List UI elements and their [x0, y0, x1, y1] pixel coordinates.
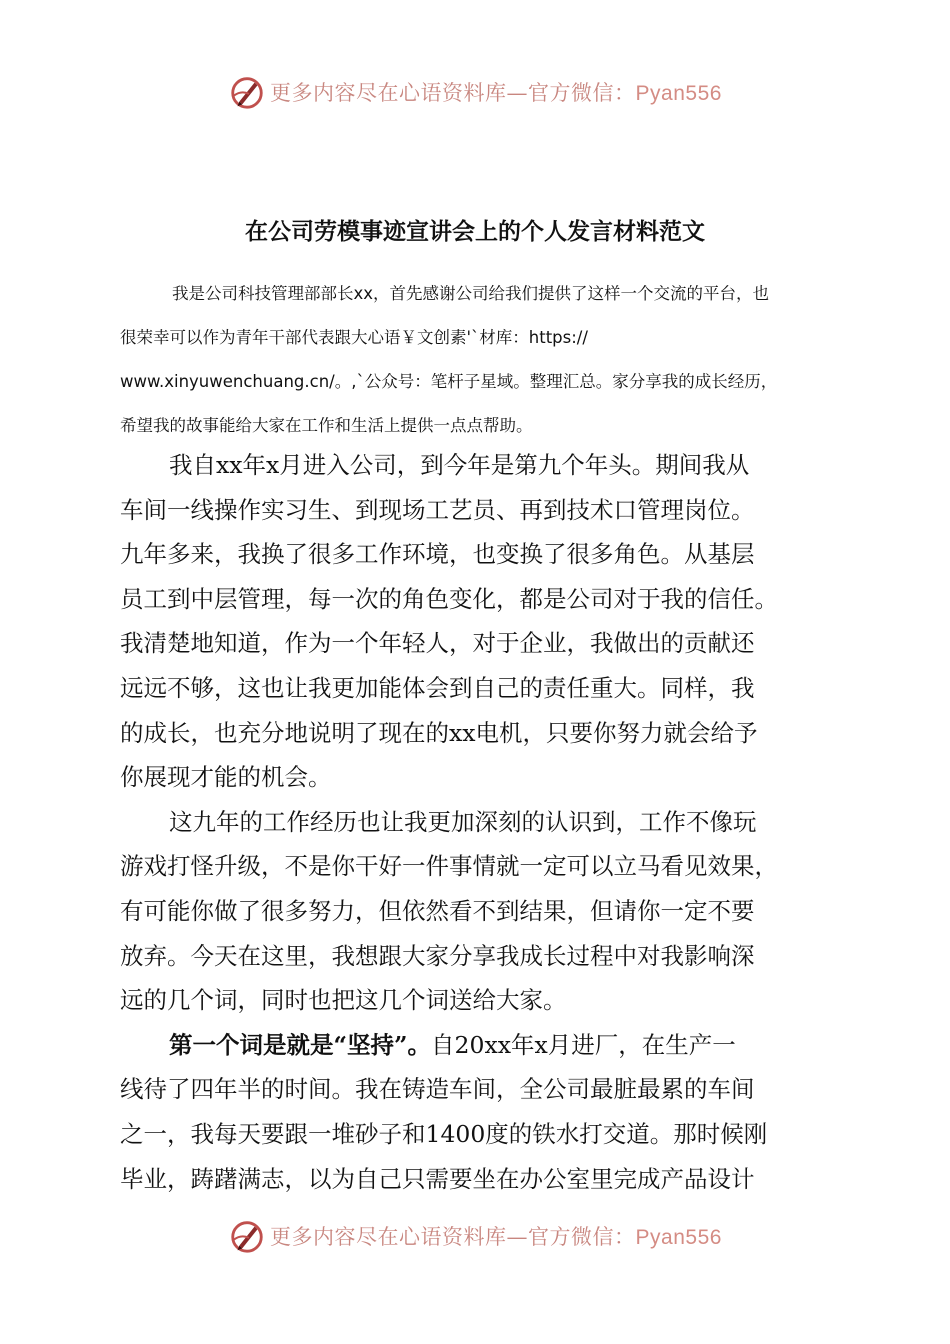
pen-logo-icon — [228, 73, 266, 111]
paragraph-line: 的成长，也充分地说明了现在的xx电机，只要你努力就会给予 — [120, 718, 758, 747]
watermark-text: 更多内容尽在心语资料库—官方微信：Pyan556 — [270, 1225, 722, 1249]
paragraph-line: 九年多来，我换了很多工作环境，也变换了很多角色。从基层 — [120, 540, 755, 569]
intro-line: 我是公司科技管理部部长xx，首先感谢公司给我们提供了这样一个交流的平台，也 — [172, 284, 770, 303]
document-title: 在公司劳模事迹宣讲会上的个人发言材料范文 — [245, 218, 705, 245]
document-body — [120, 443, 820, 1201]
paragraph-line: 远远不够，这也让我更加能体会到自己的责任重大。同样，我 — [120, 673, 755, 702]
paragraph-line: 有可能你做了很多努力，但依然看不到结果，但请你一定不要 — [120, 896, 755, 925]
paragraph-line: 放弃。今天在这里，我想跟大家分享我成长过程中对我影响深 — [120, 941, 755, 970]
paragraph-line: 我清楚地知道，作为一个年轻人，对于企业，我做出的贡献还 — [120, 629, 755, 658]
pen-logo-icon — [228, 1217, 266, 1255]
paragraph-line: 第一个词是就是“坚持”。自20xx年x月进厂，在生产一 — [169, 1030, 736, 1059]
paragraph-line: 这九年的工作经历也让我更加深刻的认识到，工作不像玩 — [169, 807, 757, 836]
paragraph-line: 远的几个词，同时也把这几个词送给大家。 — [120, 986, 567, 1015]
watermark-text: 更多内容尽在心语资料库—官方微信：Pyan556 — [270, 81, 722, 105]
intro-paragraph — [120, 272, 840, 448]
watermark-banner-top — [0, 68, 950, 116]
paragraph-line: 我自xx年x月进入公司，到今年是第九个年头。期间我从 — [169, 451, 750, 479]
paragraph-line: 员工到中层管理，每一次的角色变化，都是公司对于我的信任。 — [120, 584, 778, 613]
paragraph-line: 你展现才能的机会。 — [120, 763, 332, 792]
intro-line: 希望我的故事能给大家在工作和生活上提供一点点帮助。 — [120, 416, 533, 435]
watermark-banner-bottom — [0, 1212, 950, 1260]
paragraph-line: 线待了四年半的时间。我在铸造车间，全公司最脏最累的车间 — [120, 1075, 755, 1104]
intro-line: 很荣幸可以作为青年干部代表跟大心语￥文创素'`材库：https:// — [120, 328, 588, 347]
intro-line: www.xinyuwenchuang.cn/。,`公众号：笔杆子星域。整理汇总。家分享我的成长经历， — [120, 372, 778, 391]
paragraph-line: 游戏打怪升级，不是你干好一件事情就一定可以立马看见效果， — [120, 852, 778, 881]
section-heading: 第一个词是就是“坚持”。 — [169, 1030, 432, 1059]
paragraph-line: 之一，我每天要跟一堆砂子和1400度的铁水打交道。那时候刚 — [120, 1119, 768, 1148]
paragraph-line: 车间一线操作实习生、到现场工艺员、再到技术口管理岗位。 — [120, 495, 755, 524]
paragraph-line: 毕业，踌躇满志，以为自己只需要坐在办公室里完成产品设计 — [120, 1164, 755, 1193]
